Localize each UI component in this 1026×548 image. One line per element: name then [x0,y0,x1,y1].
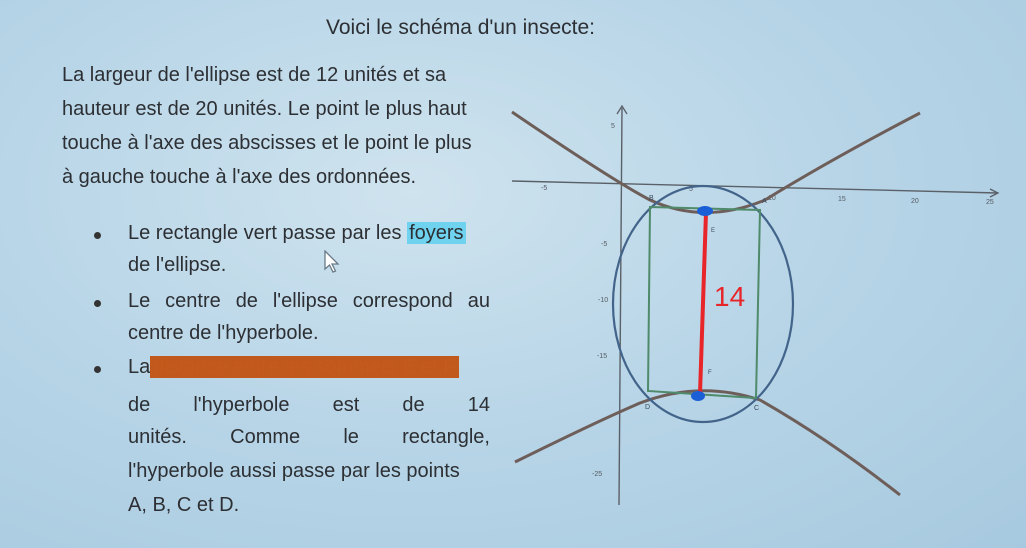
point-label-c: C [754,405,760,412]
hyperbola-upper-branch [512,112,920,213]
bullet-3-text: La [128,356,151,378]
x-axis [512,181,998,193]
y-tick-label: -25 [592,471,603,478]
word: Comme [230,426,301,448]
word: centre [165,290,221,312]
bullet-2-line-2: centre de l'hyperbole. [128,322,319,344]
bullet-3-line-5: A, B, C et D. [128,494,240,516]
point-label-e: E [711,228,716,234]
word: correspond [352,290,453,312]
x-tick-label: 20 [911,198,919,205]
word: Le [128,290,151,312]
bullet-1-line-2: de l'ellipse. [128,254,227,276]
y-tick-label: 5 [611,123,615,130]
word: le [343,426,359,448]
x-tick-label: 5 [689,186,693,193]
word: de [128,394,151,416]
page-title: Voici le schéma d'un insecte: [326,16,595,39]
distance-highlight: distance entre les sommets E et F [150,356,458,378]
word: de [235,290,258,312]
x-tick-label: 25 [986,199,994,206]
y-tick-label: -10 [598,297,609,304]
point-label-f: F [708,370,712,376]
word: l'hyperbole [193,394,290,416]
word: est [332,394,360,416]
intro-line: touche à l'axe des abscisses et le point le plus [62,132,472,154]
point-label-d: D [645,404,651,411]
word: de [402,394,425,416]
word: au [467,290,490,312]
intro-line: hauteur est de 20 unités. Le point le plus haut [62,98,467,120]
hyperbola-lower-branch [515,391,900,495]
intro-line: à gauche touche à l'axe des ordonnées. [62,166,417,188]
x-tick-label: 10 [768,195,776,202]
word: unités. [128,426,187,448]
x-tick-label: -5 [541,185,548,192]
segment-ef [700,212,706,394]
word: rectangle, [402,426,490,448]
distance-annotation: 14 [714,281,746,312]
foyers-highlight: foyers [409,222,464,244]
word: l'ellipse [272,290,338,312]
point-label-b: B [649,195,654,202]
y-axis [619,108,622,505]
bullet-3-line-4: l'hyperbole aussi passe par les points [128,460,460,482]
x-tick-label: 15 [838,196,846,203]
x-tick-labels [541,185,994,206]
intro-line: La largeur de l'ellipse est de 12 unités et sa [62,64,447,86]
point-label-a: A [762,198,767,205]
vertex-dot-e [697,206,713,216]
y-tick-label: -15 [597,353,608,360]
vertex-dot-f [691,391,705,401]
word: 14 [467,394,490,416]
bullet-1-text: Le rectangle vert passe par les [128,222,402,244]
y-tick-label: -5 [601,241,608,248]
